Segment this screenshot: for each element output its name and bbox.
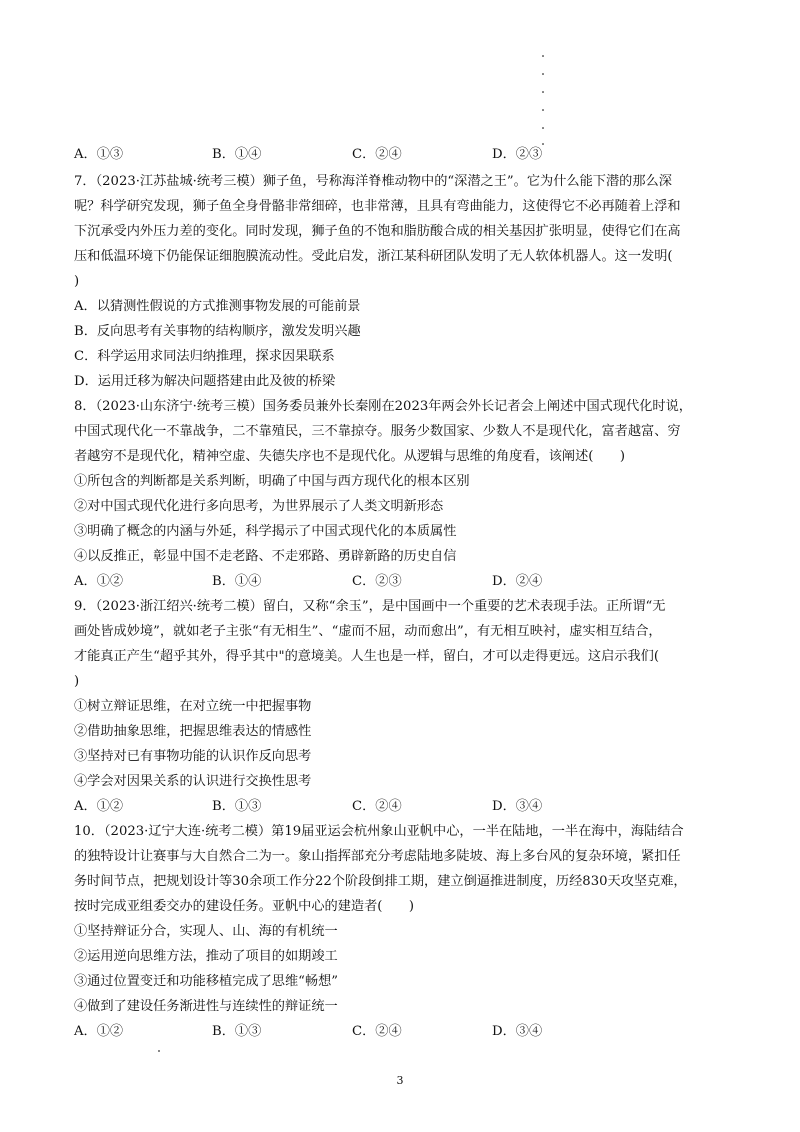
- q9-options-row: [74, 797, 734, 817]
- option-b[interactable]: B．①④: [212, 147, 262, 162]
- scan-speck: [158, 1050, 160, 1052]
- q10-statement-4: ④做到了建设任务渐进性与连续性的辩证统一: [74, 999, 338, 1014]
- q8-option-d[interactable]: D．②④: [492, 574, 543, 589]
- q8-statement-3: ③明确了概念的内涵与外延，科学揭示了中国式现代化的本质属性: [74, 524, 457, 539]
- q9-statement-1: ①树立辩证思维，在对立统一中把握事物: [74, 699, 312, 714]
- margin-dots: [542, 55, 546, 145]
- q10-option-b[interactable]: B．①③: [212, 1024, 262, 1039]
- q10-statement-3: ③通过位置变迁和功能移植完成了思维“畅想”: [74, 974, 339, 989]
- q7-option-b[interactable]: B．反向思考有关事物的结构顺序，激发发明兴趣: [74, 324, 361, 339]
- q8-stem-line: 8．（2023·山东济宁·统考三模）国务委员兼外长秦刚在2023年两会外长记者会上阐述中国式现代化时说，: [74, 399, 692, 414]
- q10-options-row: [74, 1022, 734, 1042]
- q9-stem-line: 9．（2023·浙江绍兴·统考二模）留白，又称“余玉”，是中国画中一个重要的艺术表现手法。正所谓“无: [74, 599, 666, 614]
- q10-statement-1: ①坚持辩证分合，实现人、山、海的有机统一: [74, 924, 338, 939]
- q7-stem-line: ): [74, 274, 80, 289]
- q7-option-c[interactable]: C．科学运用求同法归纳推理，探求因果联系: [74, 349, 335, 364]
- q7-option-a[interactable]: A．以猜测性假说的方式推测事物发展的可能前景: [74, 299, 361, 314]
- q8-option-b[interactable]: B．①④: [212, 574, 262, 589]
- q8-options-row: [74, 572, 734, 592]
- q7-stem-line: 呢？科学研究发现，狮子鱼全身骨骼非常细碎，也非常薄，且具有弯曲能力，这使得它不必再随着上浮和: [74, 199, 681, 214]
- q8-statement-4: ④以反推正，彰显中国不走老路、不走邪路、勇辟新路的历史自信: [74, 549, 457, 564]
- q10-option-c[interactable]: C．②④: [352, 1024, 402, 1039]
- options-row-prev: [74, 145, 734, 165]
- q8-option-c[interactable]: C．②③: [352, 574, 402, 589]
- q10-option-d[interactable]: D．③④: [492, 1024, 543, 1039]
- option-c[interactable]: C．②④: [352, 147, 402, 162]
- q9-statement-3: ③坚持对已有事物功能的认识作反向思考: [74, 749, 312, 764]
- option-a[interactable]: A．①③: [74, 147, 124, 162]
- q7-stem-line: 压和低温环境下仍能保证细胞膜流动性。受此启发，浙江某科研团队发明了无人软体机器人。这一发明(: [74, 249, 673, 264]
- q9-stem-line: 画处皆成妙境”，就如老子主张“有无相生”、“虚而不屈，动而愈出”，有无相互映衬，虚实相互结合，: [74, 624, 662, 639]
- q10-stem-line: 务时间节点，把规划设计等30余项工作分22个阶段倒排工期，建立倒逼推进制度，历经830天攻坚克难，: [74, 874, 687, 889]
- q9-stem-line: ): [74, 674, 80, 689]
- q8-statement-1: ①所包含的判断都是关系判断，明确了中国与西方现代化的根本区别: [74, 474, 470, 489]
- q7-stem-line: 下沉承受内外压力差的变化。同时发现，狮子鱼的不饱和脂肪酸合成的相关基因扩张明显，使得它们在高: [74, 224, 681, 239]
- q9-option-a[interactable]: A．①②: [74, 799, 124, 814]
- q9-option-c[interactable]: C．②④: [352, 799, 402, 814]
- q9-option-b[interactable]: B．①③: [212, 799, 262, 814]
- q8-stem-line: 中国式现代化一不靠战争，二不靠殖民，三不靠掠夺。服务少数国家、少数人不是现代化，富者越富、穷: [74, 424, 681, 439]
- q7-stem-line: 7．（2023·江苏盐城·统考三模）狮子鱼，号称海洋脊椎动物中的“深潜之王”。它为什么能下潜的那么深: [74, 174, 672, 189]
- q10-stem-line: 10．（2023·辽宁大连·统考二模）第19届亚运会杭州象山亚帆中心，一半在陆地，一半在海中，海陆结合: [74, 824, 684, 839]
- q8-stem-line: 者越穷不是现代化，精神空虚、失德失序也不是现代化。从逻辑与思维的角度看，该阐述( ): [74, 449, 625, 464]
- q8-option-a[interactable]: A．①②: [74, 574, 124, 589]
- q10-statement-2: ②运用逆向思维方法，推动了项目的如期竣工: [74, 949, 338, 964]
- q9-option-d[interactable]: D．③④: [492, 799, 543, 814]
- option-d[interactable]: D．②③: [492, 147, 543, 162]
- q10-option-a[interactable]: A．①②: [74, 1024, 124, 1039]
- q7-option-d[interactable]: D．运用迁移为解决问题搭建由此及彼的桥梁: [74, 374, 336, 389]
- q8-statement-2: ②对中国式现代化进行多向思考，为世界展示了人类文明新形态: [74, 499, 444, 514]
- page-number: 3: [396, 1074, 404, 1087]
- q10-stem-line: 按时完成亚组委交办的建设任务。亚帆中心的建造者( ): [74, 899, 414, 914]
- q9-statement-4: ④学会对因果关系的认识进行交换性思考: [74, 774, 312, 789]
- q9-statement-2: ②借助抽象思维，把握思维表达的情感性: [74, 724, 312, 739]
- q10-stem-line: 的独特设计让赛事与大自然合二为一。象山指挥部充分考虑陆地多陡坡、海上多台风的复杂环境，紧扣任: [74, 849, 681, 864]
- q9-stem-line: 才能真正产生“超乎其外，得乎其中"的意境美。人生也是一样，留白，才可以走得更远。这启示我们(: [74, 649, 660, 664]
